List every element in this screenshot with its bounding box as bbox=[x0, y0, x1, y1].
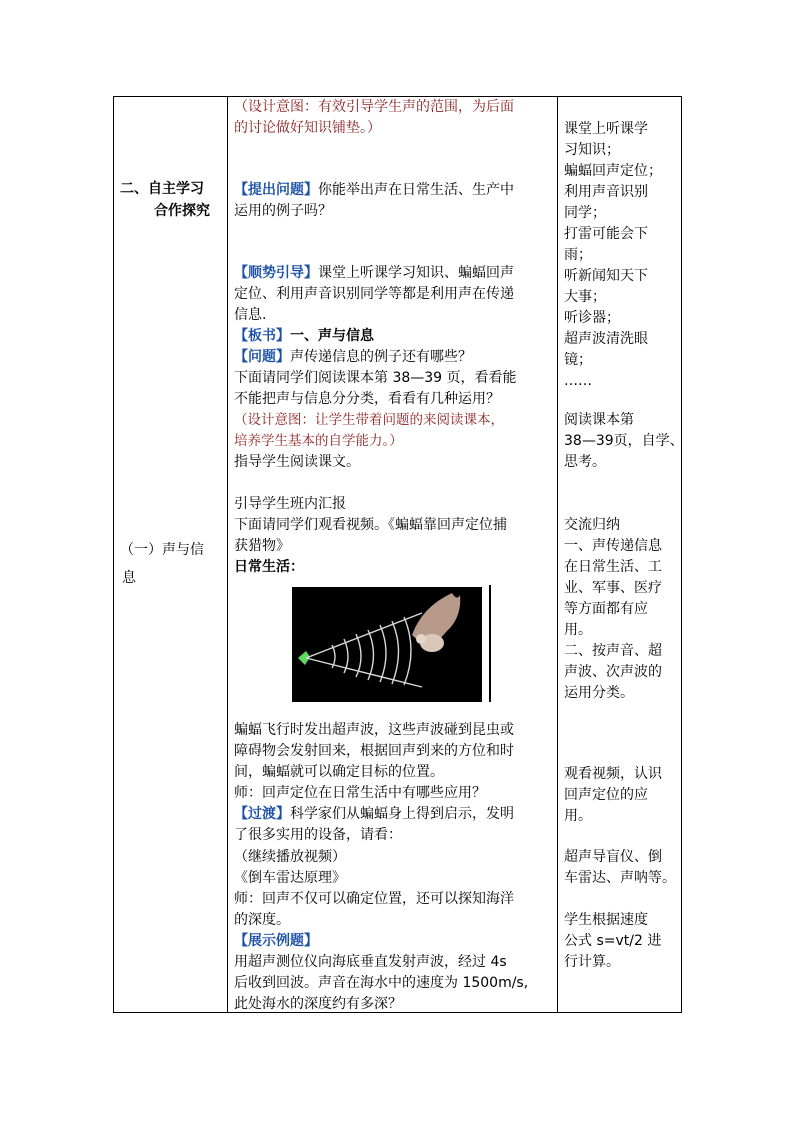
list-item: …… bbox=[564, 373, 592, 389]
design-intent-2-line2: 培养学生基本的自学能力。） bbox=[234, 433, 403, 449]
calc-activity-line2: 公式 s=vt/2 进 bbox=[564, 933, 662, 949]
bat-description-line2: 障碍物会发射回来，根据回声到来的方位和时 bbox=[234, 743, 514, 759]
lesson-table bbox=[113, 96, 682, 1013]
calc-activity: 学生根据速度 bbox=[564, 912, 648, 928]
stage-cell bbox=[114, 97, 228, 1013]
list-item: 听诊器； bbox=[564, 310, 620, 326]
student-activity-cell bbox=[558, 97, 682, 1013]
bat-echolocation-image bbox=[292, 587, 482, 702]
teacher-question: 师：回声定位在日常生活中有哪些应用？ bbox=[234, 785, 486, 801]
question-paragraph bbox=[234, 180, 514, 201]
guide-tag: 【顺势引导】 bbox=[234, 265, 318, 281]
question2-paragraph bbox=[234, 347, 472, 368]
design-intent-line2: 的讨论做好知识铺垫。） bbox=[234, 120, 381, 136]
board-tag: 【板书】 bbox=[234, 328, 290, 344]
example-tag: 【展示例题】 bbox=[234, 933, 318, 949]
guide-text-line3: 信息. bbox=[234, 307, 267, 323]
summary-line: 用。 bbox=[564, 622, 592, 638]
question-text: 你能举出声在日常生活、生产中 bbox=[318, 182, 514, 198]
report-line: 引导学生班内汇报 bbox=[234, 496, 346, 512]
radar-video: 《倒车雷达原理》 bbox=[234, 870, 346, 886]
list-item: 课堂上听课学 bbox=[564, 121, 648, 137]
question-tag: 【提出问题】 bbox=[234, 182, 318, 198]
video-line2: 获猎物》 bbox=[234, 538, 290, 554]
list-item: 打雷可能会下 bbox=[564, 226, 648, 242]
list-item: 习知识； bbox=[564, 142, 620, 158]
design-intent: （设计意图：有效引导学生声的范围，为后面 bbox=[234, 99, 514, 115]
summary-line: 业、军事、医疗 bbox=[564, 580, 662, 596]
reading-activity: 阅读课本第 bbox=[564, 412, 634, 428]
video-line: 下面请同学们观看视频。《蝙蝠靠回声定位捕 bbox=[234, 517, 507, 533]
reading-activity-line2: 38—39页，自学、 bbox=[564, 433, 684, 449]
example-problem: 用超声测位仪向海底垂直发射声波，经过 4s bbox=[234, 954, 507, 970]
summary-line: 等方面都有应 bbox=[564, 601, 648, 617]
section-title-line2: 合作探究 bbox=[154, 203, 210, 219]
devices-line: 超声导盲仪、倒 bbox=[564, 849, 662, 865]
reading-task: 下面请同学们阅读课本第 38—39 页，看看能 bbox=[234, 370, 517, 386]
transition-paragraph bbox=[234, 804, 514, 825]
bat-description: 蝙蝠飞行时发出超声波，这些声波碰到昆虫或 bbox=[234, 722, 514, 738]
watch-activity-line2: 回声定位的应 bbox=[564, 787, 648, 803]
subsection-title-line2: 息 bbox=[122, 570, 136, 586]
list-item: 大事； bbox=[564, 289, 606, 305]
summary-line: 运用分类。 bbox=[564, 685, 634, 701]
calc-activity-line3: 行计算。 bbox=[564, 954, 620, 970]
image-divider bbox=[489, 585, 491, 702]
teacher-ocean: 师：回声不仅可以确定位置，还可以探知海洋 bbox=[234, 891, 514, 907]
reading-task-line2: 不能把声与信息分分类，看看有几种运用？ bbox=[234, 391, 500, 407]
bat-illustration bbox=[292, 587, 482, 702]
watch-activity: 观看视频，认识 bbox=[564, 766, 662, 782]
list-item: 镜； bbox=[564, 352, 592, 368]
summary-line: 一、声传递信息 bbox=[564, 538, 662, 554]
transition-tag: 【过渡】 bbox=[234, 806, 290, 822]
example-problem-line2: 后收到回波。声音在海水中的速度为 1500m/s, bbox=[234, 975, 529, 991]
summary-title: 交流归纳 bbox=[564, 517, 620, 533]
teacher-ocean-line2: 的深度。 bbox=[234, 912, 290, 928]
list-item: 同学； bbox=[564, 205, 606, 221]
continue-video: （继续播放视频） bbox=[234, 849, 346, 865]
summary-line: 声波、次声波的 bbox=[564, 664, 662, 680]
teacher-activity-cell bbox=[228, 97, 558, 1013]
board-text: 一、声与信息 bbox=[290, 328, 374, 344]
transition-text: 科学家们从蝙蝠身上得到启示，发明 bbox=[290, 806, 514, 822]
guide-paragraph bbox=[234, 263, 514, 284]
question2-tag: 【问题】 bbox=[234, 349, 290, 365]
subsection-title: （一）声与信 bbox=[120, 542, 204, 558]
example-problem-line3: 此处海水的深度约有多深？ bbox=[234, 996, 402, 1012]
list-item: 听新闻知天下 bbox=[564, 268, 648, 284]
list-item: 蝙蝠回声定位； bbox=[564, 163, 662, 179]
guide-text-line2: 定位、利用声音识别同学等都是利用声在传递 bbox=[234, 286, 514, 302]
list-item: 雨； bbox=[564, 247, 592, 263]
transition-text-line2: 了很多实用的设备，请看： bbox=[234, 827, 402, 843]
list-item: 超声波清洗眼 bbox=[564, 331, 648, 347]
watch-activity-line3: 用。 bbox=[564, 808, 592, 824]
list-item: 利用声音识别 bbox=[564, 184, 648, 200]
design-intent-2: （设计意图：让学生带着问题的来阅读课本， bbox=[234, 412, 504, 428]
devices-line2: 车雷达、声呐等。 bbox=[564, 870, 676, 886]
guide-text: 课堂上听课学习知识、蝙蝠回声 bbox=[318, 265, 514, 281]
reading-activity-line3: 思考。 bbox=[564, 454, 606, 470]
daily-life-label: 日常生活： bbox=[234, 559, 304, 575]
question-text-line2: 运用的例子吗？ bbox=[234, 203, 332, 219]
summary-line: 在日常生活、工 bbox=[564, 559, 662, 575]
board-paragraph bbox=[234, 326, 374, 347]
summary-line: 二、按声音、超 bbox=[564, 643, 662, 659]
bat-description-line3: 间，蝙蝠就可以确定目标的位置。 bbox=[234, 764, 444, 780]
question2-text: 声传递信息的例子还有哪些？ bbox=[290, 349, 472, 365]
section-title: 二、自主学习 bbox=[120, 181, 204, 197]
table-row bbox=[114, 97, 682, 1013]
guide-reading: 指导学生阅读课文。 bbox=[234, 454, 360, 470]
